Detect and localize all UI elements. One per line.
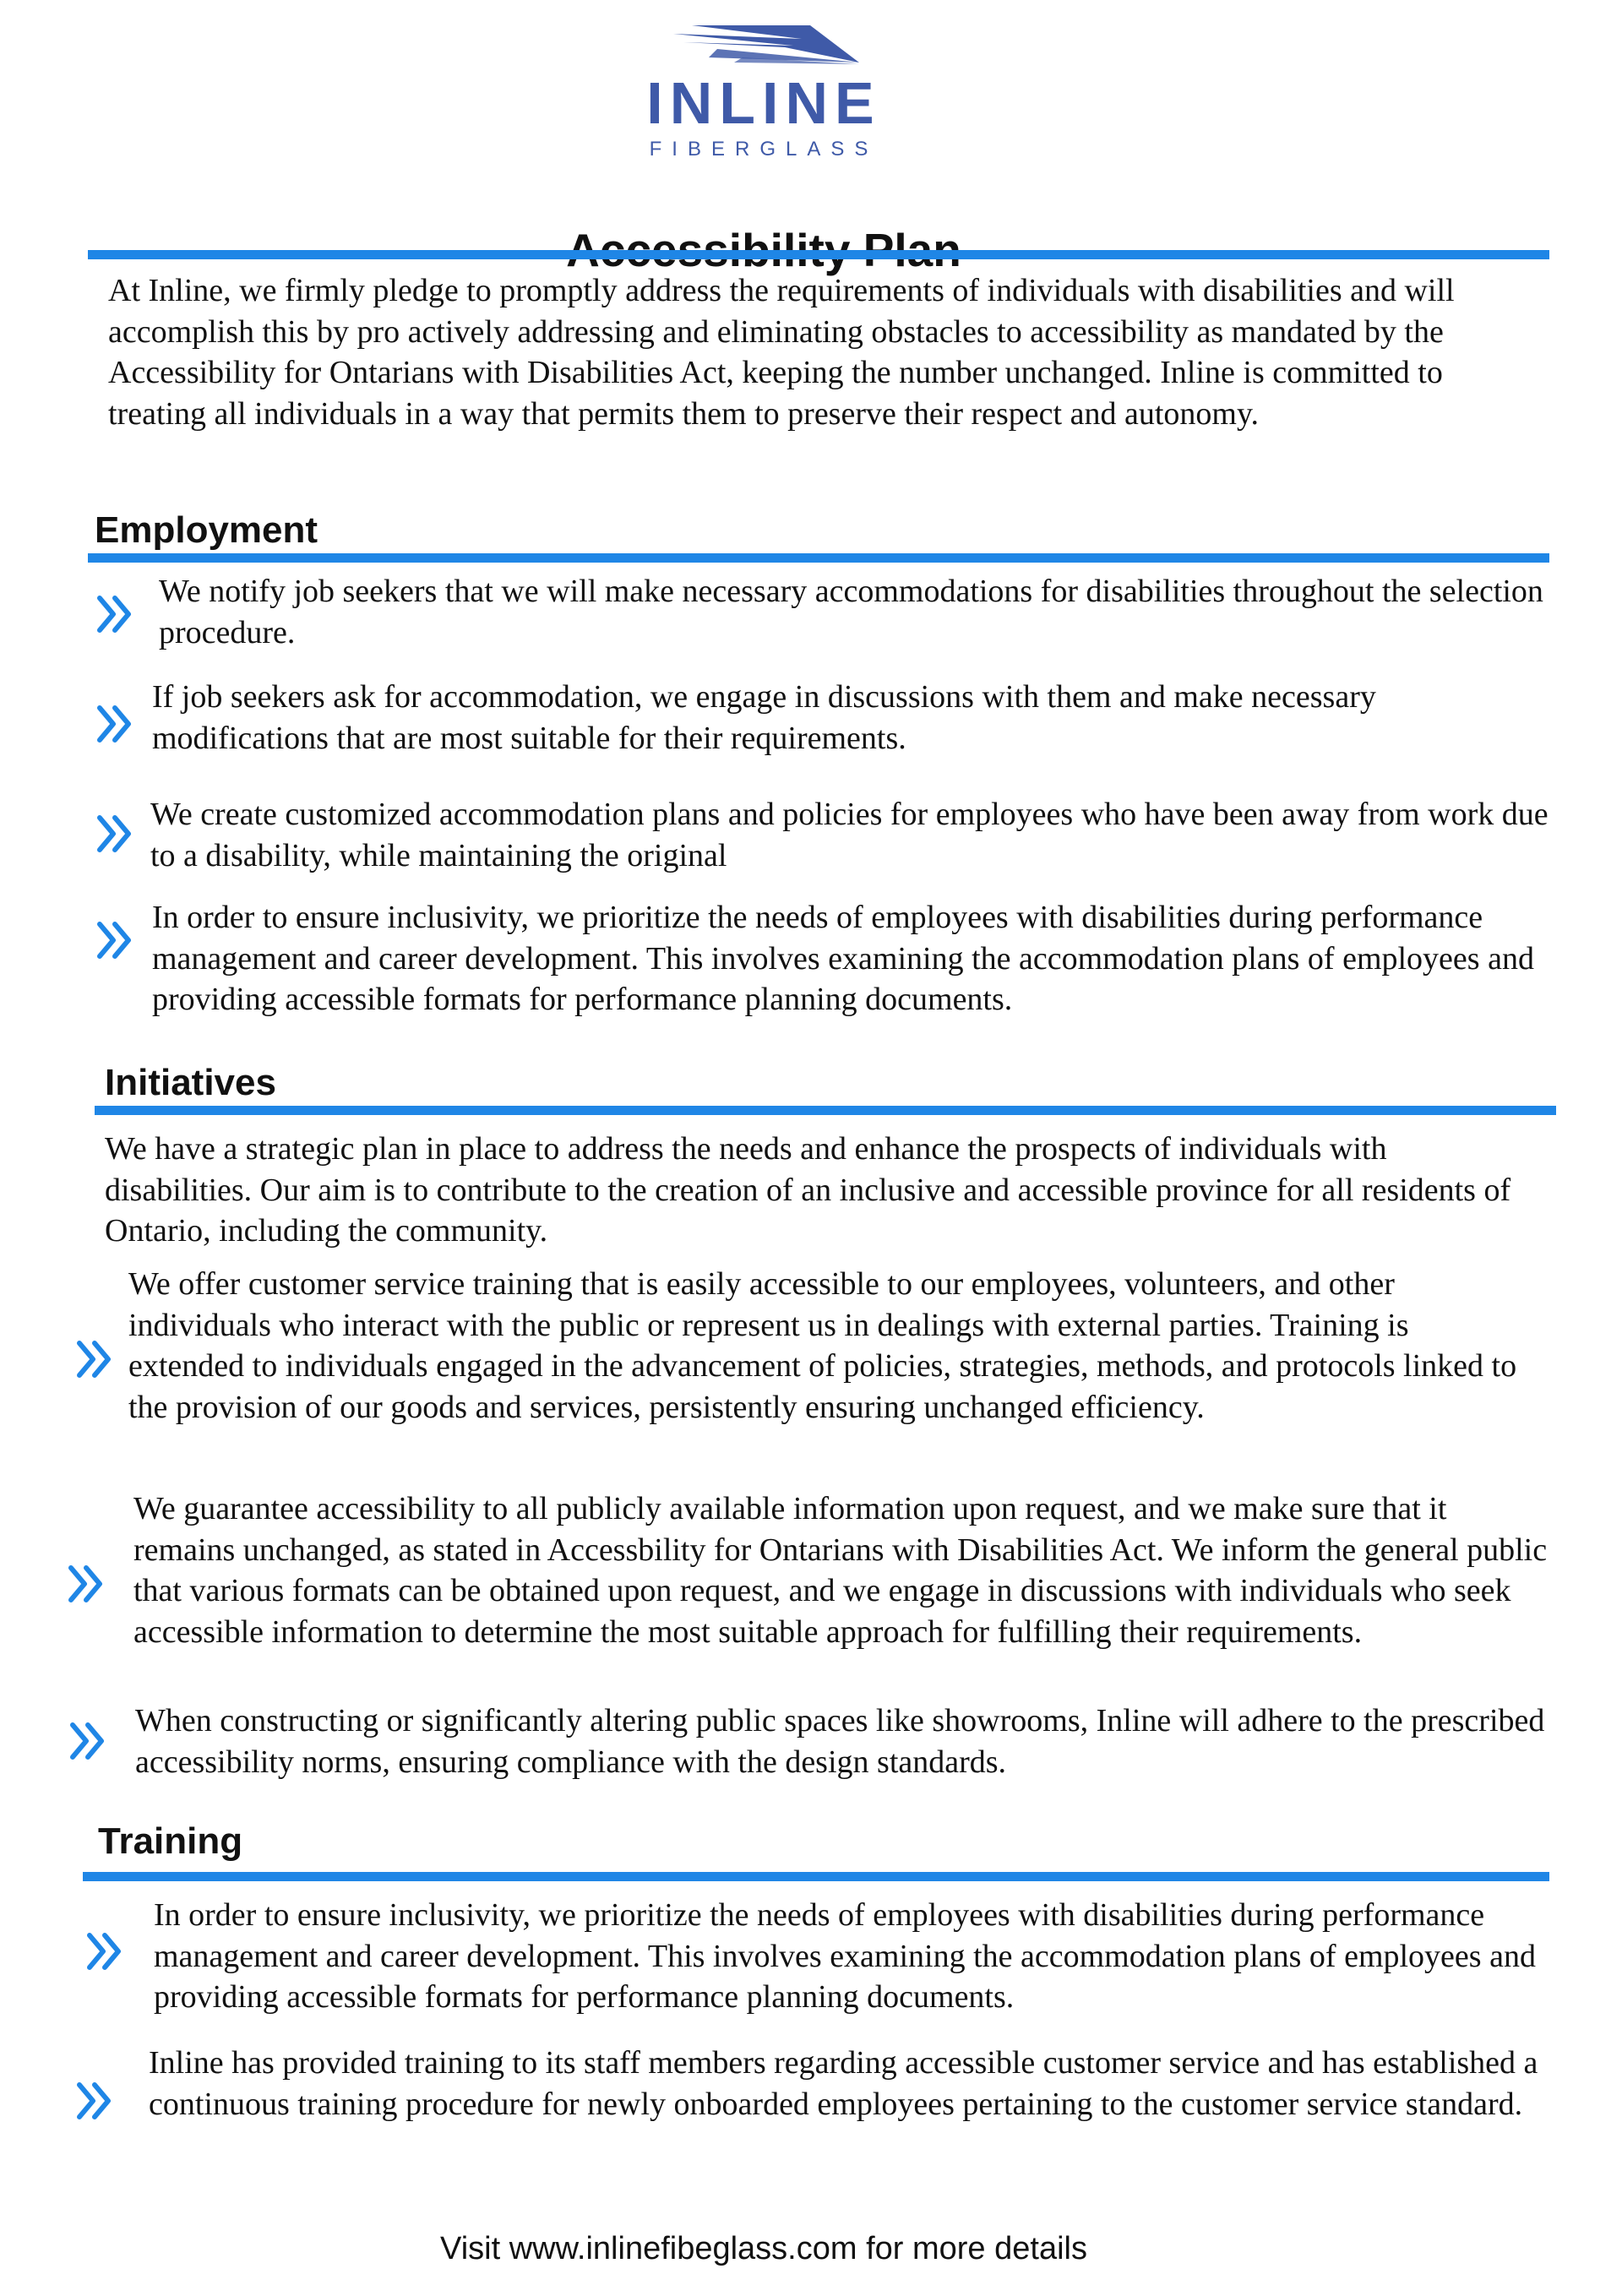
- double-chevron-right-icon: [95, 917, 142, 963]
- title-divider: [88, 250, 1549, 259]
- double-chevron-right-icon: [95, 811, 142, 857]
- employment-item: In order to ensure inclusivity, we prioritize the needs of employees with disabilities during performance management and career development. This involves examining the accommodation plans of employees and providing accessible formats for performance planning documents.: [152, 900, 1534, 1017]
- initiatives-intro: We have a strategic plan in place to address the needs and enhance the prospects of individuals with disabilities. Our aim is to contribute to the creation of an inclusive and accessible province for all residents of Ontario, including the community.: [105, 1131, 1511, 1249]
- double-chevron-right-icon: [84, 1929, 132, 1974]
- initiatives-item: We guarantee accessibility to all publicly available information upon request, and we make sure that it remains unchanged, as stated in Accessbility for Ontarians with Disabilities Act. We inform the general public that various formats can be obtained upon request, and we engage in discussions with individuals who seek accessible information to determine the most suitable approach for fulfilling their requirements.: [133, 1491, 1548, 1650]
- brand-name: INLINE: [646, 70, 881, 136]
- footer-note: Visit www.inlinefibeglass.com for more details: [440, 2231, 1087, 2266]
- employment-divider: [88, 553, 1549, 563]
- double-chevron-right-icon: [66, 1561, 113, 1607]
- initiatives-item: When constructing or significantly altering public spaces like showrooms, Inline will adhere to the prescribed accessibility norms, ensuring compliance with the design standards.: [135, 1703, 1545, 1780]
- employment-item: We notify job seekers that we will make necessary accommodations for disabilities throughout the selection procedure.: [159, 574, 1543, 650]
- double-chevron-right-icon: [74, 1336, 122, 1382]
- employment-item: We create customized accommodation plans and policies for employees who have been away from work due to a disability, while maintaining the original: [150, 797, 1549, 873]
- training-divider: [83, 1872, 1549, 1881]
- section-heading-initiatives: Initiatives: [105, 1062, 276, 1103]
- section-heading-training: Training: [98, 1820, 243, 1862]
- double-chevron-right-icon: [74, 2078, 122, 2124]
- section-heading-employment: Employment: [95, 509, 318, 551]
- training-item: Inline has provided training to its staff members regarding accessible customer service and has established a continuous training procedure for newly onboarded employees pertaining to the customer service standard.: [149, 2045, 1538, 2122]
- initiatives-item: We offer customer service training that is easily accessible to our employees, volunteers, and other individuals who interact with the public or represent us in dealings with external parties. Training is extended to individuals engaged in the advancement of policies, strategies, methods, and protocols linked to the provision of our goods and services, persistently ensuring unchanged efficiency.: [128, 1266, 1517, 1425]
- initiatives-divider: [95, 1106, 1556, 1115]
- employment-item: If job seekers ask for accommodation, we engage in discussions with them and make necessary modifications that are most suitable for their requirements.: [152, 679, 1376, 756]
- double-chevron-right-icon: [95, 591, 142, 637]
- training-item: In order to ensure inclusivity, we prioritize the needs of employees with disabilities during performance management and career development. This involves examining the accommodation plans of employees and providing accessible formats for performance planning documents.: [154, 1897, 1536, 2015]
- speed-swoosh-icon: [667, 24, 861, 68]
- intro-paragraph: At Inline, we firmly pledge to promptly address the requirements of individuals with disabilities and will accomplish this by pro actively addressing and eliminating obstacles to accessibility as mandated by the Accessibility for Ontarians with Disabilities Act, keeping the number unchanged. Inline is committed to treating all individuals in a way that permits them to preserve their respect and autonomy.: [108, 273, 1455, 432]
- double-chevron-right-icon: [68, 1718, 115, 1764]
- company-logo: [0, 24, 1527, 162]
- brand-subtitle: FIBERGLASS: [649, 138, 879, 161]
- double-chevron-right-icon: [95, 701, 142, 747]
